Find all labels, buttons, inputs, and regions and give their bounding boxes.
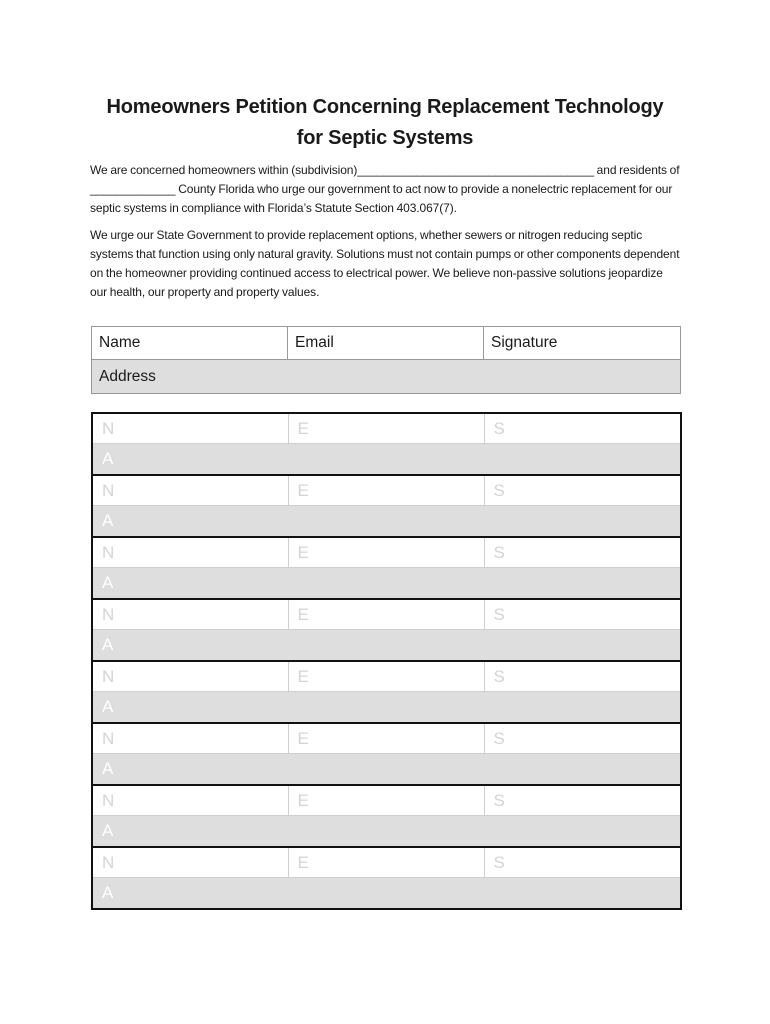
signature-field[interactable]: S <box>484 413 681 444</box>
signer-row <box>92 413 681 444</box>
signature-table <box>91 412 682 910</box>
signer-row <box>92 785 681 816</box>
intro-paragraph: We are concerned homeowners within (subdivision)____________________________________ and residents of _____________ County Florida who urge our government to act now to provide a nonelectric replacement for our septic systems in compliance with Florida’s Statute Section 403.067(7). <box>90 163 680 215</box>
signature-field[interactable]: S <box>484 723 681 754</box>
urge-paragraph: We urge our State Government to provide replacement options, whether sewers or nitrogen reducing septic systems that function using only natural gravity. Solutions must not contain pumps or other components dependent on the homeowner providing continued access to electrical power. We believe non-passive solutions jeopardize our health, our property and property values. <box>90 228 680 299</box>
address-field[interactable]: A <box>92 506 681 538</box>
title-line-2: for Septic Systems <box>296 127 474 149</box>
email-field[interactable]: E <box>288 475 484 506</box>
email-field[interactable]: E <box>288 661 484 692</box>
address-field[interactable]: A <box>92 630 681 662</box>
address-row <box>92 816 681 848</box>
signer-row <box>92 599 681 630</box>
address-header-row <box>92 360 681 394</box>
petition-page <box>90 92 680 302</box>
column-header-table <box>91 326 681 394</box>
name-field[interactable]: N <box>92 723 288 754</box>
address-row <box>92 630 681 662</box>
signature-field[interactable]: S <box>484 847 681 878</box>
signer-row <box>92 847 681 878</box>
name-field[interactable]: N <box>92 785 288 816</box>
address-field[interactable]: A <box>92 816 681 848</box>
signature-header: Signature <box>484 327 681 360</box>
title-line-1: Homeowners Petition Concerning Replacement Technology <box>106 96 664 118</box>
name-field[interactable]: N <box>92 537 288 568</box>
address-row <box>92 568 681 600</box>
name-field[interactable]: N <box>92 599 288 630</box>
signature-field[interactable]: S <box>484 537 681 568</box>
signer-row <box>92 661 681 692</box>
email-field[interactable]: E <box>288 847 484 878</box>
address-row <box>92 444 681 476</box>
signature-field[interactable]: S <box>484 599 681 630</box>
signature-field[interactable]: S <box>484 661 681 692</box>
address-field[interactable]: A <box>92 754 681 786</box>
name-field[interactable]: N <box>92 475 288 506</box>
name-field[interactable]: N <box>92 847 288 878</box>
address-field[interactable]: A <box>92 692 681 724</box>
email-field[interactable]: E <box>288 785 484 816</box>
email-field[interactable]: E <box>288 413 484 444</box>
signature-field[interactable]: S <box>484 475 681 506</box>
petition-title <box>78 92 692 154</box>
address-field[interactable]: A <box>92 444 681 476</box>
address-row <box>92 754 681 786</box>
email-field[interactable]: E <box>288 599 484 630</box>
header-row <box>92 327 681 360</box>
signer-row <box>92 723 681 754</box>
address-field[interactable]: A <box>92 568 681 600</box>
signature-field[interactable]: S <box>484 785 681 816</box>
address-row <box>92 506 681 538</box>
email-header: Email <box>288 327 484 360</box>
email-field[interactable]: E <box>288 537 484 568</box>
address-header: Address <box>92 360 681 394</box>
address-row <box>92 692 681 724</box>
email-field[interactable]: E <box>288 723 484 754</box>
name-header: Name <box>92 327 288 360</box>
name-field[interactable]: N <box>92 661 288 692</box>
signer-row <box>92 475 681 506</box>
address-row <box>92 878 681 910</box>
address-field[interactable]: A <box>92 878 681 910</box>
name-field[interactable]: N <box>102 418 115 438</box>
signer-row <box>92 537 681 568</box>
